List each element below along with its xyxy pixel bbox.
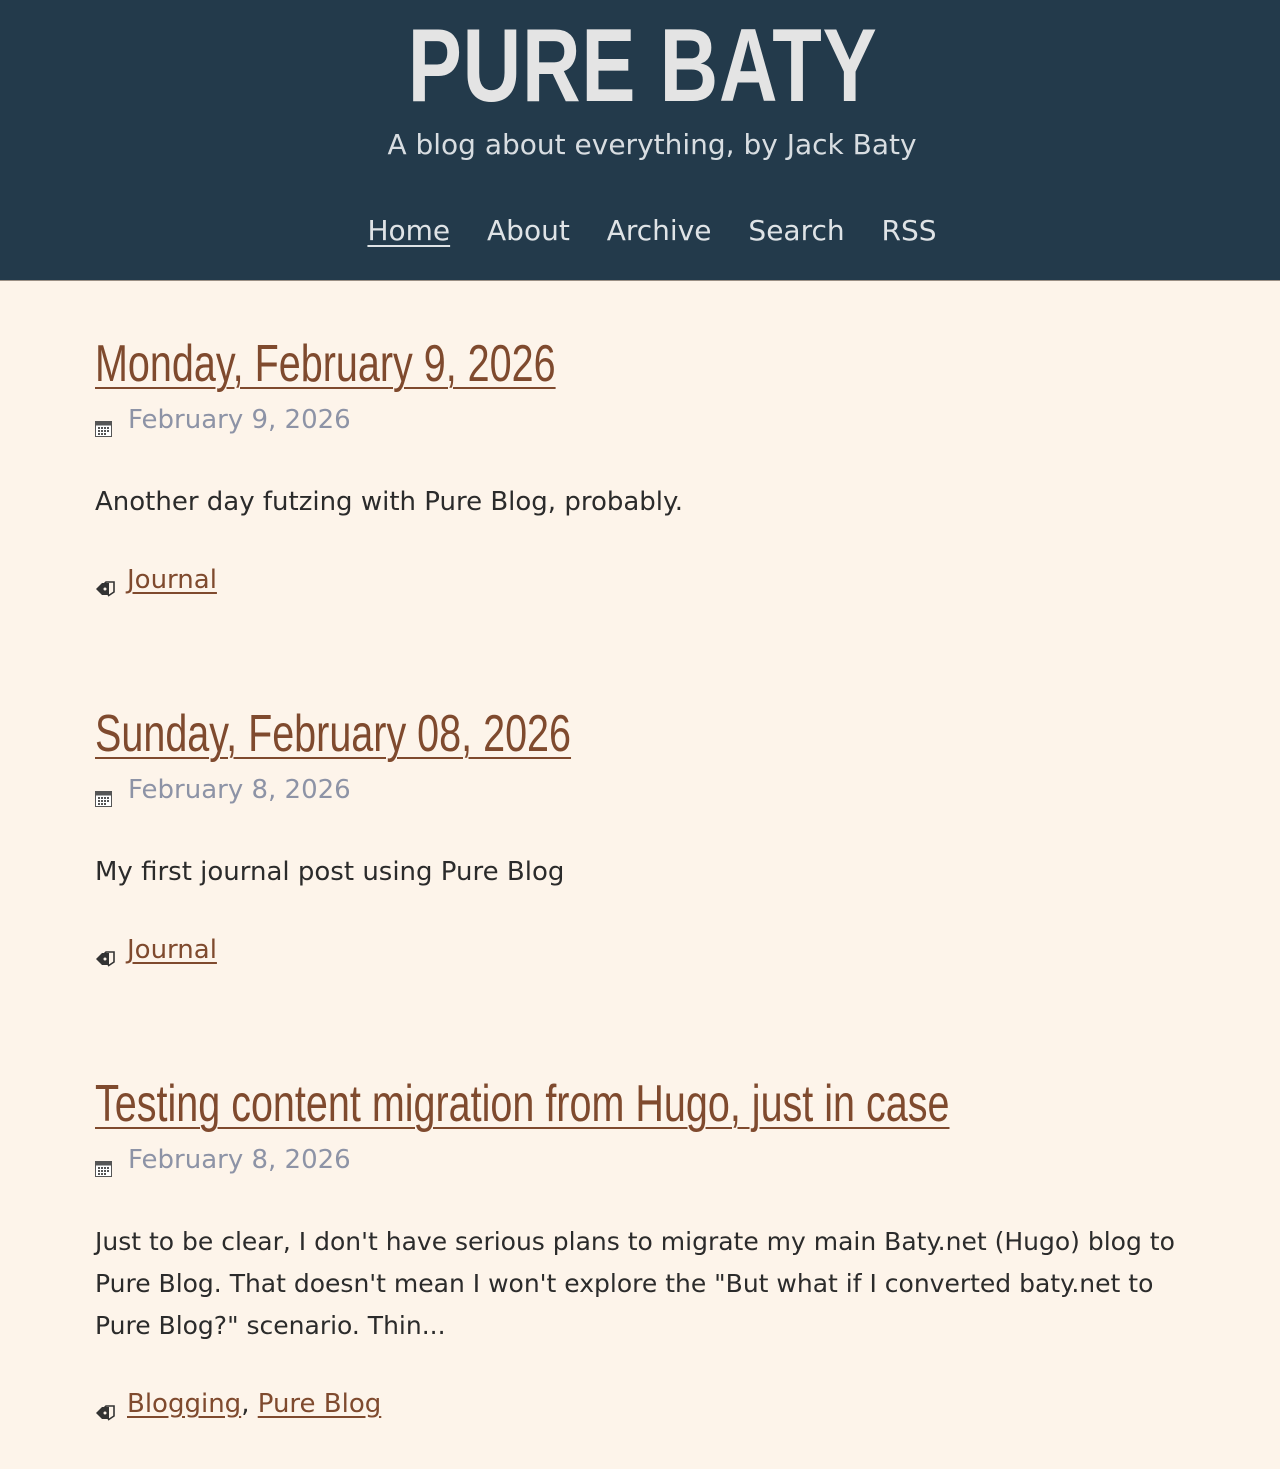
post-date: February 9, 2026 [128, 405, 351, 435]
post-title-link[interactable]: Monday, February 9, 2026 [95, 335, 556, 393]
nav-search-link[interactable]: Search [748, 214, 845, 247]
post-date: February 8, 2026 [128, 1145, 351, 1175]
post-title [95, 701, 1159, 767]
post-excerpt: Just to be clear, I don't have serious plans to migrate my main Baty.net (Hugo) blog to Pure Blog. That doesn't mean I won't explore the "But what if I converted baty.net to Pure Blog?" scenario. Thin... [95, 1227, 1175, 1340]
main-nav [0, 211, 1280, 251]
tag-link[interactable]: Pure Blog [257, 1389, 382, 1419]
post-title [95, 331, 1159, 397]
post-date: February 8, 2026 [128, 775, 351, 805]
site-header [0, 0, 1280, 281]
post-tags [95, 563, 217, 597]
post-title-link[interactable]: Testing content migration from Hugo, just in case [95, 1075, 950, 1133]
tag-link[interactable]: Blogging [127, 1389, 242, 1419]
tag-separator: , [241, 1389, 258, 1419]
post-title-link[interactable]: Sunday, February 08, 2026 [95, 705, 572, 763]
post-tags [95, 1387, 381, 1421]
post-title [95, 1071, 1159, 1137]
nav-home-link[interactable]: Home [367, 214, 451, 247]
post-item [95, 331, 1215, 595]
tag-link[interactable]: Journal [127, 935, 217, 965]
site-tagline: A blog about everything, by Jack Baty [387, 128, 917, 161]
post-tags [95, 933, 217, 967]
post-meta [95, 403, 351, 437]
nav-archive-link[interactable]: Archive [606, 214, 712, 247]
nav-rss-link[interactable]: RSS [881, 214, 937, 247]
tag-link[interactable]: Journal [127, 565, 217, 595]
calendar-icon [95, 1152, 112, 1169]
post-excerpt: Another day futzing with Pure Blog, probably. [95, 487, 683, 517]
post-item [95, 1071, 1215, 1419]
post-excerpt: My first journal post using Pure Blog [95, 857, 565, 887]
nav-about-link[interactable]: About [487, 214, 570, 247]
post-meta [95, 773, 351, 807]
site-title: PURE BATY [407, 8, 878, 124]
post-item [95, 701, 1215, 965]
tag-icon [95, 942, 115, 958]
post-meta [95, 1143, 351, 1177]
calendar-icon [95, 412, 112, 429]
tag-icon [95, 572, 115, 588]
tag-icon [95, 1396, 115, 1412]
calendar-icon [95, 782, 112, 799]
